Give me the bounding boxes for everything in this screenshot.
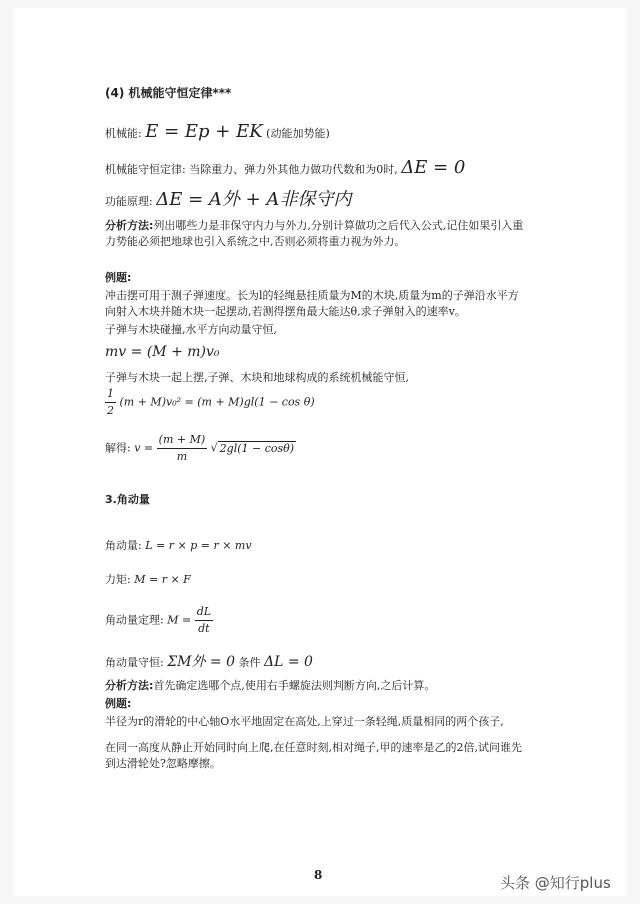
conservation-equation: ΔE = 0 — [401, 157, 466, 178]
theorem-denominator: dt — [198, 622, 210, 635]
conservation-3-eq-1: ΣM外 = 0 — [167, 654, 235, 670]
answer-label: 解得: — [105, 441, 131, 455]
example-3-label: 例题: — [105, 697, 132, 710]
conservation-3-eq-2: ΔL = 0 — [264, 654, 313, 670]
work-energy-line — [105, 189, 352, 210]
watermark: 头条 @知行plus — [500, 874, 611, 892]
answer-sqrt: 2gl(1 − cosθ) — [219, 441, 295, 455]
work-energy-equation: ΔE = A外 + A非保守内 — [156, 189, 352, 210]
example-label: 例题: — [105, 271, 132, 284]
theorem-numerator: dL — [195, 604, 213, 621]
example-3-text-1: 半径为r的滑轮的中心轴O水平地固定在高处,上穿过一条轻绳,质量相同的两个孩子, — [105, 715, 504, 728]
torque-line — [105, 572, 191, 588]
theorem-label: 角动量定理: — [105, 613, 164, 627]
conservation-3-condition: 条件 — [238, 656, 261, 669]
conservation-text: 机械能守恒定律: 当除重力、弹力外其他力做功代数和为0时, — [105, 163, 398, 176]
example-3-text-2: 在同一高度从静止开始同时向上爬,在任意时刻,相对绳子,甲的速率是乙的2倍,试问谁先到达滑轮处?忽略摩擦。 — [105, 741, 522, 770]
conservation-3-label: 角动量守恒: — [105, 656, 164, 669]
theorem-lhs: M = — [167, 613, 192, 627]
method-3-paragraph — [105, 678, 525, 694]
energy-equation — [105, 386, 315, 419]
theorem-line — [105, 604, 213, 637]
conservation-line — [105, 157, 466, 178]
example-text-3: 子弹与木块一起上摆,子弹、木块和地球构成的系统机械能守恒, — [105, 371, 409, 384]
angular-momentum-line — [105, 538, 252, 554]
mechanical-energy-line — [105, 121, 330, 142]
example-text-1: 冲击摆可用于测子弹速度。长为l的轻绳悬挂质量为M的木块,质量为m的子弹沿水平方向射入木块并随木块一起摆动,若测得摆角最大能达θ,求子弹射入的速率v。 — [105, 289, 519, 318]
method-label: 分析方法: — [105, 219, 154, 232]
page-number: 8 — [314, 868, 323, 882]
answer-numerator: (m + M) — [157, 432, 208, 449]
answer-v: v = — [134, 441, 154, 455]
energy-half-fraction: $\frac{1}{2}$ — [107, 387, 114, 417]
angular-momentum-equation: L = r × p = r × mv — [145, 539, 252, 552]
theorem-fraction — [195, 604, 213, 637]
mech-energy-note: (动能加势能) — [266, 127, 330, 140]
torque-equation: M = r × F — [134, 573, 191, 586]
section-3-title: 3.角动量 — [105, 493, 150, 506]
example-text-2: 子弹与木块碰撞,水平方向动量守恒, — [105, 323, 277, 336]
torque-label: 力矩: — [105, 573, 131, 586]
method-3-label: 分析方法: — [105, 679, 154, 692]
answer-denominator: m — [176, 450, 188, 463]
method-paragraph — [105, 218, 525, 250]
answer-line: 解得: v = $\frac{(m + M)}{m}$ √ 2gl(1 − cosθ) — [105, 433, 295, 463]
work-energy-label: 功能原理: — [105, 195, 153, 208]
method-3-text: 首先确定选哪个点,使用右手螺旋法则判断方向,之后计算。 — [153, 679, 436, 692]
angular-momentum-label: 角动量: — [105, 539, 142, 552]
energy-equation-rhs: (m + M)v₀² = (m + M)gl(1 − cos θ) — [119, 395, 315, 409]
mech-energy-label: 机械能: — [105, 127, 142, 140]
method-text: 列出哪些力是非保守内力与外力,分别计算做功之后代入公式,记住如果引入重力势能必须把地球也引入系统之中,否则必须将重力视为外力。 — [105, 219, 524, 248]
mech-energy-equation: E = Ep + EK — [145, 121, 263, 142]
answer-fraction — [157, 432, 208, 465]
momentum-equation: mv = (M + m)v₀ — [105, 344, 220, 360]
conservation-3-line — [105, 654, 313, 671]
section-4-title: (4) 机械能守恒定律*** — [105, 86, 232, 100]
